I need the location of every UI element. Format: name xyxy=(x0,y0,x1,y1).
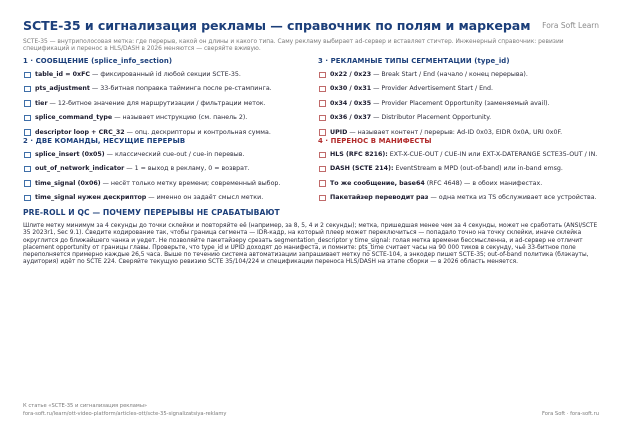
item-desc: EventStream в MPD (out-of-band) или in-band emsg. xyxy=(393,165,563,173)
list-item xyxy=(23,151,305,165)
item-term: table_id = 0xFC xyxy=(35,71,91,78)
footer-source xyxy=(23,403,226,418)
qc-title: PRE-ROLL И QC — ПОЧЕМУ ПЕРЕРЫВЫ НЕ СРАБАТЫВАЮТ xyxy=(23,208,280,217)
item-desc: (RFC 4648) — в обоих манифестах. xyxy=(424,179,543,187)
item-desc: — 12-битное значение для маршрутизации / фильтрации меток. xyxy=(47,99,266,107)
list-item xyxy=(23,165,305,179)
checkbox-icon[interactable] xyxy=(24,152,31,159)
section-segmentation-types xyxy=(318,56,600,143)
checkbox-icon[interactable] xyxy=(319,166,326,173)
list-item xyxy=(23,85,305,99)
item-term: descriptor loop + CRC_32 xyxy=(35,128,125,136)
checkbox-icon[interactable] xyxy=(319,129,326,136)
checkbox-icon[interactable] xyxy=(319,86,326,93)
item-term: Пакетайзер переводит раз xyxy=(330,194,429,202)
checkbox-icon[interactable] xyxy=(24,166,31,173)
list-item xyxy=(318,194,600,208)
checkbox-icon[interactable] xyxy=(24,72,31,79)
section-manifest-carriage xyxy=(318,136,600,209)
item-desc: — Distributor Placement Opportunity. xyxy=(371,114,492,122)
list-item xyxy=(23,180,305,194)
item-term: splice_command_type xyxy=(35,114,113,122)
item-desc: — именно он задаёт смысл метки. xyxy=(146,194,264,202)
item-term: 0x34 / 0x35 xyxy=(330,99,372,107)
item-term: time_signal нужен дескриптор xyxy=(35,194,147,202)
section-message xyxy=(23,56,305,143)
brand-label: Fora Soft Learn xyxy=(542,21,599,30)
item-desc: — опц. дескрипторы и контрольная сумма. xyxy=(124,128,271,136)
section-break-commands xyxy=(23,136,305,209)
list-item xyxy=(23,100,305,114)
list-item xyxy=(318,114,600,128)
checkbox-icon[interactable] xyxy=(319,115,326,122)
item-term: tier xyxy=(35,99,48,107)
page-title: SCTE-35 и сигнализация рекламы — справочник по полям и маркерам xyxy=(23,18,531,33)
checkbox-icon[interactable] xyxy=(24,100,31,107)
checkbox-icon[interactable] xyxy=(319,152,326,159)
section-title: 4 · ПЕРЕНОС В МАНИФЕСТЫ xyxy=(318,137,432,145)
item-term: out_of_network_indicator xyxy=(35,165,125,173)
list-item xyxy=(318,100,600,114)
item-term: HLS (RFC 8216): xyxy=(330,151,388,158)
item-term: UPID xyxy=(330,128,348,136)
item-desc: — Provider Advertisement Start / End. xyxy=(371,85,494,93)
footer-article-link[interactable]: fora-soft.ru/learn/ott-video-platform/articles-ott/scte-35-signalizatsiya-reklamy xyxy=(23,410,227,417)
field-list xyxy=(318,151,600,209)
item-term: 0x22 / 0x23 xyxy=(330,71,372,78)
checkbox-icon[interactable] xyxy=(319,72,326,79)
checkbox-icon[interactable] xyxy=(319,180,326,187)
item-desc: — 1 = выход в рекламу, 0 = возврат. xyxy=(124,165,250,173)
item-desc: — классический cue-out / cue-in перевыв. xyxy=(104,151,245,158)
page-header xyxy=(23,18,599,36)
list-item xyxy=(318,165,600,179)
list-item xyxy=(23,71,305,85)
footer-article-label: К статье «SCTE-35 и сигнализация рекламы» xyxy=(23,403,148,409)
item-term: 0x30 / 0x31 xyxy=(330,85,372,93)
checkbox-icon[interactable] xyxy=(24,86,31,93)
checkbox-icon[interactable] xyxy=(319,195,326,202)
list-item xyxy=(318,71,600,85)
item-desc: — одна метка из TS обслуживает все устройства. xyxy=(428,194,597,202)
list-item xyxy=(318,85,600,99)
field-list xyxy=(318,71,600,143)
item-desc: — фиксированный id любой секции SCTE-35. xyxy=(90,71,241,78)
item-term: pts_adjustment xyxy=(35,85,90,93)
list-item xyxy=(23,114,305,128)
checkbox-icon[interactable] xyxy=(24,195,31,202)
list-item xyxy=(318,180,600,194)
item-term: То же сообщение, base64 xyxy=(330,179,425,187)
list-item xyxy=(318,151,600,165)
item-desc: EXT-X-CUE-OUT / CUE-IN или EXT-X-DATERANGE SCTE35-OUT / IN. xyxy=(387,151,598,158)
field-list xyxy=(23,71,305,143)
item-desc: — 33-битная поправка тайминга после ре-стампинга. xyxy=(89,85,272,93)
section-title: 3 · РЕКЛАМНЫЕ ТИПЫ СЕГМЕНТАЦИИ (type_id) xyxy=(318,57,510,65)
item-desc: — называет контент / перерыв: Ad-ID 0x03, EIDR 0x0A, URI 0x0F. xyxy=(347,128,563,136)
item-term: time_signal (0x06) xyxy=(35,179,101,187)
qc-body-text: Шлите метку минимум за 4 секунды до точки склейки и повторяйте её (например, за 8, 5, 4 и 2 секунды); метка, пришедшая менее чем за 4 секунды, может не сработать (ANSI/SCTE 35 2023r1, Sec 9.1). Сведите кодирование так, чтобы граница сегмента — IDR-кадр, на который плеер может переключиться — попадало точно на точку склейки, иначе склейка округлится до ближайшего чанка и уедет. Не позволяйте пакетайзеру срезать segmentation_descriptor у time_signal: голая метка времени бессмысленна, и ad-сервер не отличит placement opportunity от границы главы. Проверьте, что type_id и UPID доходят до манифеста, и помните: pts_time считает часы на 90 000 тиков в секунду, чьё 33-битное поле переполняется примерно каждые 26,5 часа. Выше по течению система автоматизации запрашивает метку по SCTE-104, а энкодер пишет SCTE-35; out-of-band политика (блэкауты, аудитория) идёт по SCTE 224. Сверяйте текущую ревизию SCTE 35/104/224 и спецификации переноса HLS/DASH на этапе сборки — в 2026 область меняется. xyxy=(23,223,598,266)
item-desc: — несёт только метку времени; современный выбор. xyxy=(100,179,281,187)
field-list xyxy=(23,151,305,209)
item-desc: — Provider Placement Opportunity (заменяемый avail). xyxy=(371,99,550,107)
checkbox-icon[interactable] xyxy=(24,115,31,122)
item-term: 0x36 / 0x37 xyxy=(330,114,372,122)
section-title: 1 · СООБЩЕНИЕ (splice_info_section) xyxy=(23,57,173,65)
item-desc: — называет инструкцию (см. панель 2). xyxy=(112,114,248,122)
intro-text: SCTE-35 — внутриполосовая метка: где перерыв, какой он длины и какого типа. Саму рекламу выбирает ad-сервер и вставляет стичтер. Инженерный справочник: ревизии спецификаций и перенос в HLS/DASH в 2026 меняются — сверяйте вживую. xyxy=(23,39,564,53)
checkbox-icon[interactable] xyxy=(24,129,31,136)
item-desc: — Break Start / End (начало / конец перерыва). xyxy=(371,71,528,78)
checkbox-icon[interactable] xyxy=(24,180,31,187)
item-term: DASH (SCTE 214): xyxy=(330,165,394,173)
checkbox-icon[interactable] xyxy=(319,100,326,107)
section-title: 2 · ДВЕ КОМАНДЫ, НЕСУЩИЕ ПЕРЕРЫВ xyxy=(23,137,186,145)
list-item xyxy=(23,194,305,208)
footer-brand: Fora Soft · fora-soft.ru xyxy=(541,411,599,417)
item-term: splice_insert (0x05) xyxy=(35,151,105,158)
